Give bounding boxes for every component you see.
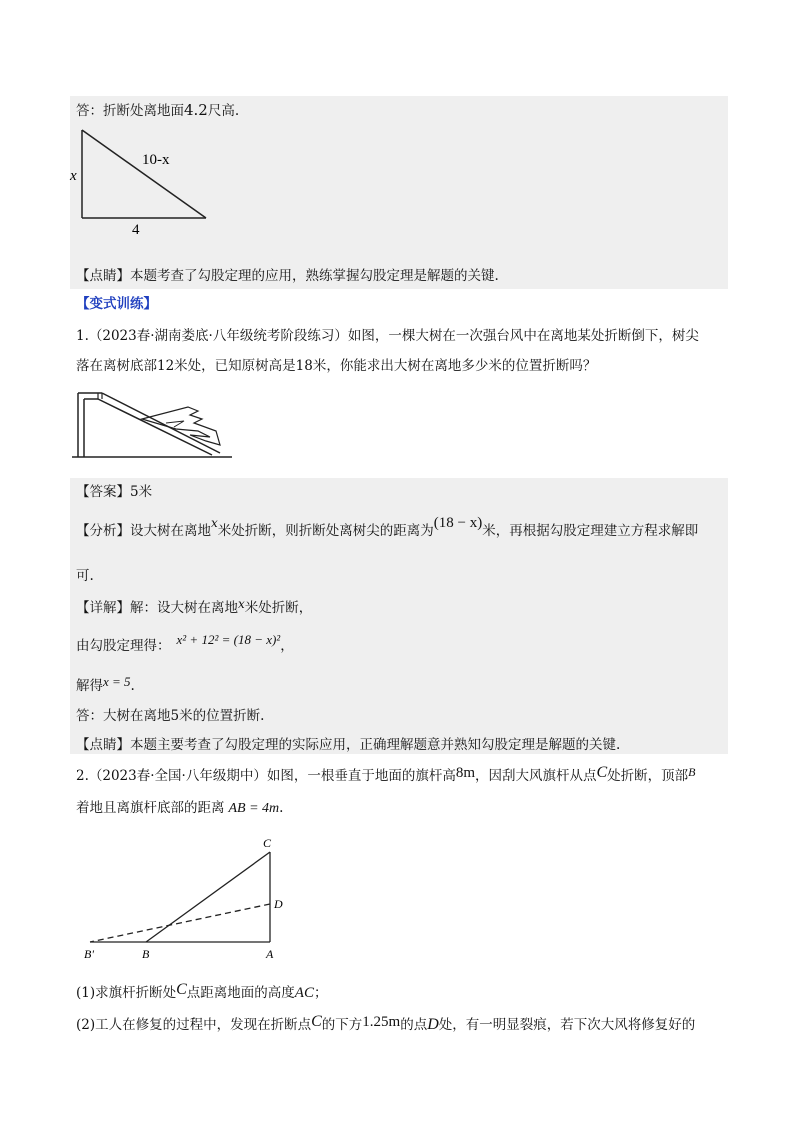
q1-solve-line: 解得x = 5. [76, 674, 135, 694]
point-a-label: A [266, 947, 274, 961]
q2-part1: (1)求旗杆折断处C点距离地面的高度AC； [76, 981, 328, 1001]
point-b-prime-label: B' [84, 947, 94, 961]
comment-1: 【点睛】本题考查了勾股定理的应用，熟练掌握勾股定理是解题的关键. [76, 268, 499, 284]
q2-line2: 着地且离旗杆底部的距离 AB = 4m. [76, 800, 284, 816]
q2-part2: (2)工人在修复的过程中，发现在折断点C的下方1.25m的点D处，有一明显裂痕，若下次大风将修复好的 [76, 1013, 696, 1033]
side-x-label: x [70, 168, 77, 184]
q2-line1: 2.（2023春·全国·八年级期中）如图，一根垂直于地面的旗杆高8m，因刮大风旗杆从点C处折断，顶部B [76, 764, 696, 784]
answer-line: 答：折断处离地面4.2尺高. [76, 101, 240, 119]
q1-analysis-line2: 可. [76, 568, 94, 584]
q1-line1: 1.（2023春·湖南娄底·八年级统考阶段练习）如图，一棵大树在一次强台风中在离地某处折断倒下，树尖 [76, 328, 699, 344]
q1-detail: 【详解】解：设大树在离地x米处折断， [76, 597, 313, 616]
q1-analysis: 【分析】设大树在离地x米处折断，则折断处离树尖的距离为(18 − x)米，再根据勾股定理建立方程求解即 [76, 515, 699, 539]
flagpole-figure [80, 830, 300, 970]
q1-equation-line: 由勾股定理得： x² + 12² = (18 − x)²， [76, 632, 294, 654]
base-label: 4 [132, 222, 140, 238]
right-triangle-figure [66, 120, 226, 240]
q1-comment: 【点睛】本题主要考查了勾股定理的实际应用，正确理解题意并熟知勾股定理是解题的关键. [76, 737, 621, 753]
q1-final: 答：大树在离地5米的位置折断. [76, 708, 265, 724]
tree-figure [70, 385, 240, 465]
point-d-label: D [274, 897, 283, 911]
section-title: 【变式训练】 [76, 296, 157, 312]
hypotenuse-label: 10-x [142, 152, 170, 168]
point-c-label: C [263, 836, 272, 850]
point-b-label: B [142, 947, 150, 961]
q1-answer: 【答案】5米 [76, 484, 153, 500]
q1-line2: 落在离树底部12米处，已知原树高是18米，你能求出大树在离地多少米的位置折断吗？ [76, 358, 597, 374]
